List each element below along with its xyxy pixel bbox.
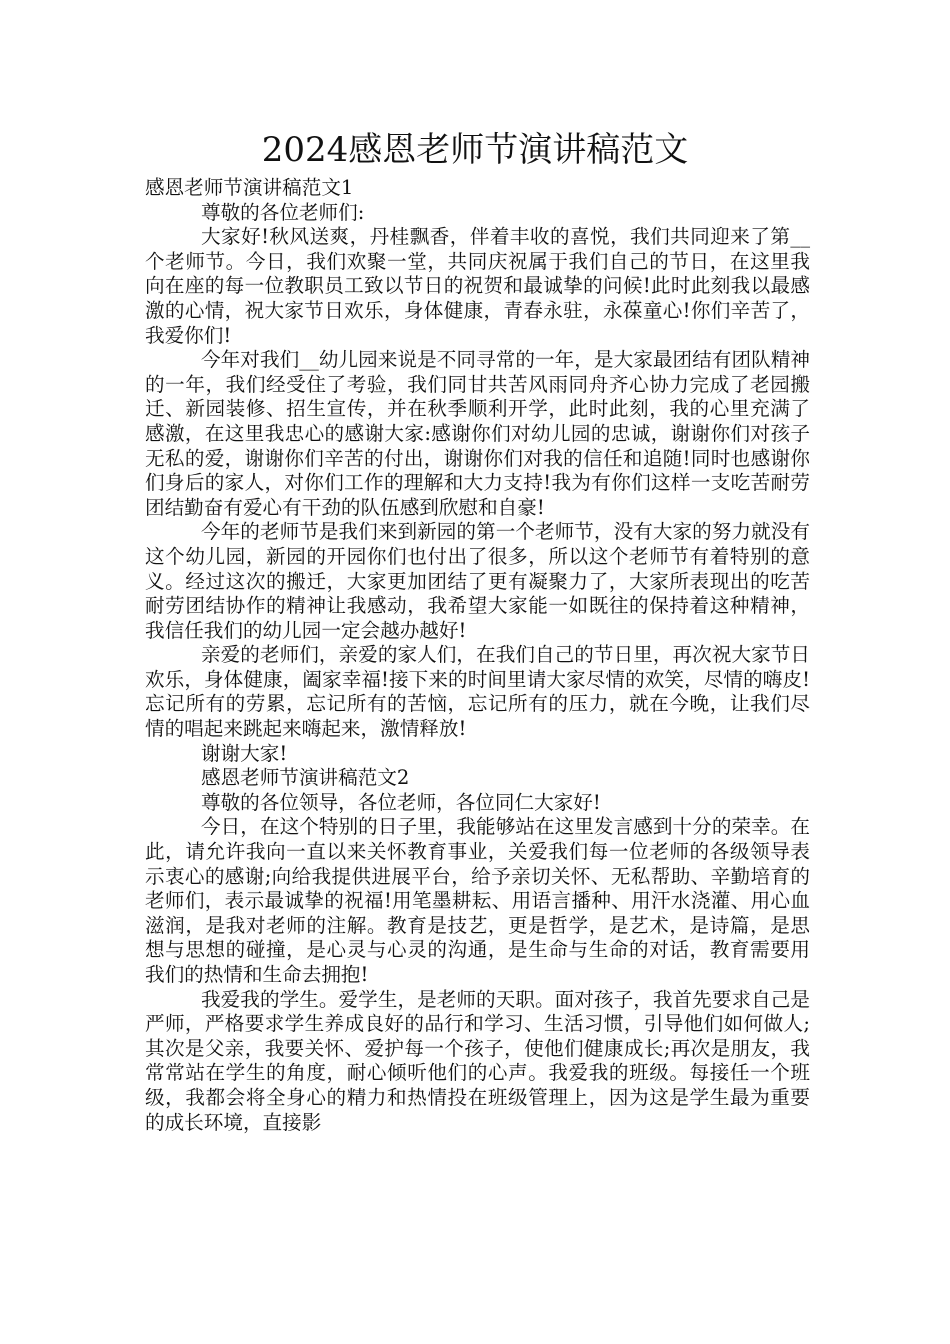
- paragraph: 亲爱的老师们，亲爱的家人们，在我们自己的节日里，再次祝大家节日欢乐，身体健康，阖家幸福!接下来的时间里请大家尽情的欢笑，尽情的嗨皮!忘记所有的劳累，忘记所有的苦恼，忘记所有的压力，就在今晚，让我们尽情的唱起来跳起来嗨起来，激情释放!: [145, 643, 810, 741]
- salutation: 尊敬的各位老师们:: [201, 200, 365, 224]
- paragraph: 今日，在这个特别的日子里，我能够站在这里发言感到十分的荣幸。在此，请允许我向一直以来关怀教育事业，关爱我们每一位老师的各级领导表示衷心的感谢;向给我提供进展平台，给予亲切关怀、无私帮助、辛勤培育的老师们，表示最诚挚的祝福!用笔墨耕耘、用语言播种、用汗水浇灌、用心血滋润，是我对老师的注解。教育是技艺，更是哲学，是艺术，是诗篇，是思想与思想的碰撞，是心灵与心灵的沟通，是生命与生命的对话，教育需要用我们的热情和生命去拥抱!: [145, 815, 810, 986]
- paragraph: 我爱我的学生。爱学生，是老师的天职。面对孩子，我首先要求自己是严师，严格要求学生养成良好的品行和学习、生活习惯，引导他们如何做人;其次是父亲，我要关怀、爱护每一个孩子，使他们健康成长;再次是朋友，我常常站在学生的角度，耐心倾听他们的心声。我爱我的班级。每接任一个班级，我都会将全身心的精力和热情投在班级管理上，因为这是学生最为重要的成长环境，直接影: [145, 987, 810, 1134]
- section-heading: 感恩老师节演讲稿范文2: [201, 766, 410, 790]
- document-body: [145, 176, 810, 1135]
- section-heading: 感恩老师节演讲稿范文1: [145, 176, 354, 199]
- salutation: 尊敬的各位领导，各位老师，各位同仁大家好!: [201, 790, 601, 814]
- paragraph: 今年对我们__幼儿园来说是不同寻常的一年，是大家最团结有团队精神的一年，我们经受住了考验，我们同甘共苦风雨同舟齐心协力完成了老园搬迁、新园装修、招生宣传，并在秋季顺利开学，此时此刻，我的心里充满了感激，在这里我忠心的感谢大家:感谢你们对幼儿园的忠诚，谢谢你们对孩子无私的爱，谢谢你们辛苦的付出，谢谢你们对我的信任和追随!同时也感谢你们身后的家人，对你们工作的理解和大力支持!我为有你们这样一支吃苦耐劳团结勤奋有爱心有干劲的队伍感到欣慰和自豪!: [145, 348, 810, 519]
- document-title: 2024感恩老师节演讲稿范文: [261, 130, 689, 170]
- paragraph: 今年的老师节是我们来到新园的第一个老师节，没有大家的努力就没有这个幼儿园，新园的开园你们也付出了很多，所以这个老师节有着特别的意义。经过这次的搬迁，大家更加团结了更有凝聚力了，大家所表现出的吃苦耐劳团结协作的精神让我感动，我希望大家能一如既往的保持着这种精神，我信任我们的幼儿园一定会越办越好!: [145, 520, 810, 642]
- paragraph: 大家好!秋风送爽，丹桂飘香，伴着丰收的喜悦，我们共同迎来了第__个老师节。今日，我们欢聚一堂，共同庆祝属于我们自己的节日，在这里我向在座的每一位教职员工致以节日的祝贺和最诚挚的问候!此时此刻我以最感激的心情，祝大家节日欢乐，身体健康，青春永驻，永葆童心!你们辛苦了，我爱你们!: [145, 225, 810, 347]
- closing-line: 谢谢大家!: [201, 741, 288, 765]
